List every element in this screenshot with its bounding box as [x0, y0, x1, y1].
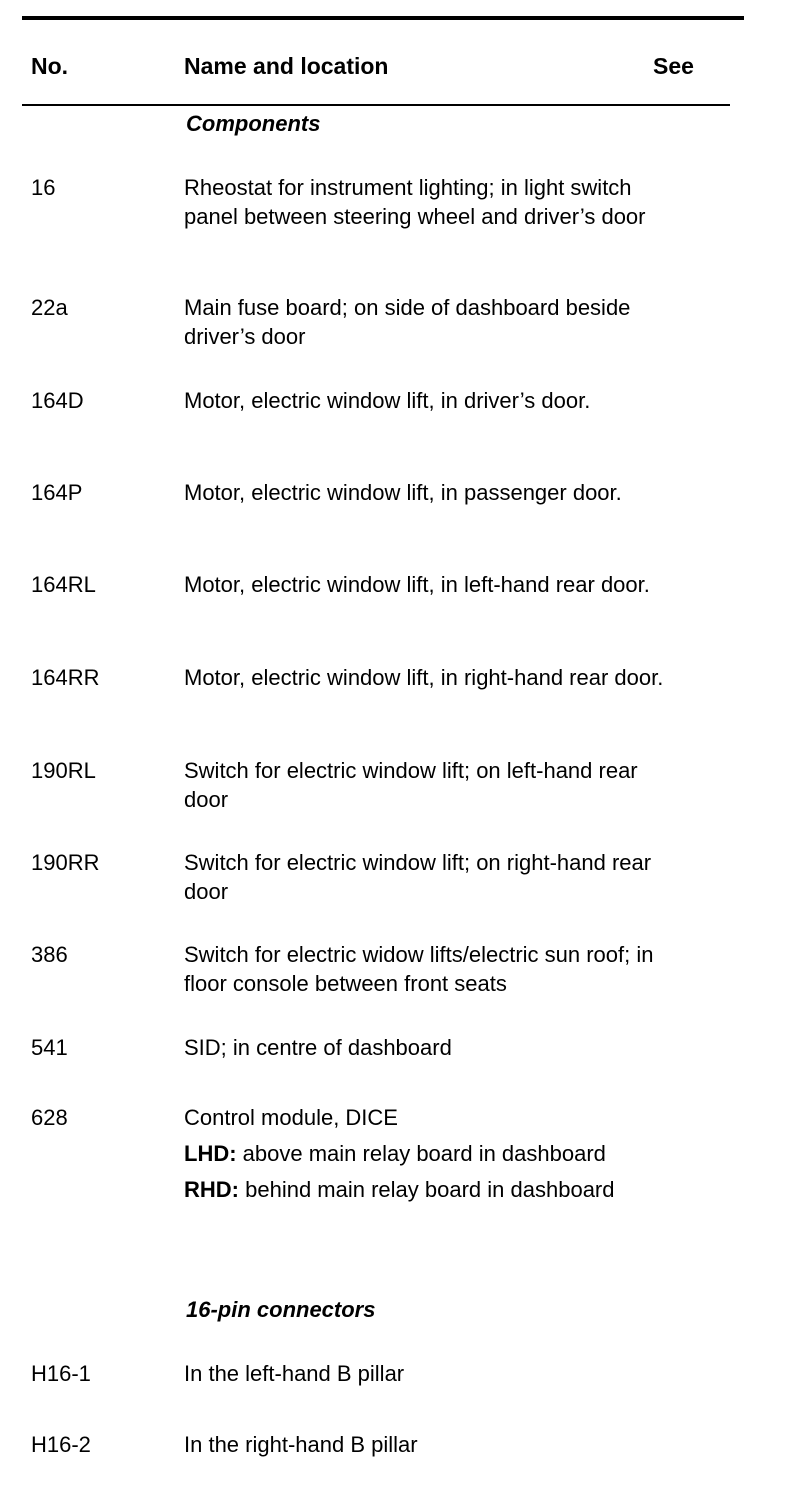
section-components: Components — [186, 111, 321, 136]
lhd-text: above main relay board in dashboard — [242, 1141, 606, 1166]
lhd-label: LHD: — [184, 1141, 237, 1166]
component-description: SID; in centre of dashboard — [184, 1035, 452, 1060]
component-description — [184, 1103, 674, 1204]
component-description: Switch for electric widow lifts/electric sun roof; in floor console between front seats — [184, 942, 654, 996]
component-number: 628 — [31, 1105, 68, 1130]
lhd-location — [184, 1139, 674, 1168]
header-see: See — [653, 53, 694, 79]
rhd-label: RHD: — [184, 1177, 239, 1202]
component-number: 190RR — [31, 850, 100, 875]
section-16-pin-connectors: 16-pin connectors — [186, 1297, 376, 1322]
header-no: No. — [31, 53, 69, 79]
component-number: 16 — [31, 175, 56, 200]
component-number: 164RL — [31, 572, 96, 597]
connector-location: In the left-hand B pillar — [184, 1361, 405, 1386]
component-description: Motor, electric window lift, in passenger door. — [184, 480, 622, 505]
component-description: Rheostat for instrument lighting; in light switch panel between steering wheel and driver’s door — [184, 175, 646, 229]
component-description: Switch for electric window lift; on left-hand rear door — [184, 758, 638, 812]
connector-location: In the right-hand B pillar — [184, 1432, 418, 1457]
component-number: 164D — [31, 388, 84, 413]
rhd-text: behind main relay board in dashboard — [245, 1177, 615, 1202]
component-number: 541 — [31, 1035, 68, 1060]
connector-number: H16-2 — [31, 1432, 91, 1457]
top-rule — [22, 16, 744, 20]
component-description: Motor, electric window lift, in driver’s door. — [184, 388, 591, 413]
header-name-location: Name and location — [184, 53, 389, 79]
component-description: Motor, electric window lift, in left-hand rear door. — [184, 572, 650, 597]
rhd-location — [184, 1175, 674, 1204]
component-number: 190RL — [31, 758, 96, 783]
component-description: Main fuse board; on side of dashboard beside driver’s door — [184, 295, 631, 349]
component-number: 22a — [31, 295, 68, 320]
component-number: 164RR — [31, 665, 100, 690]
connector-number: H16-1 — [31, 1361, 91, 1386]
component-title: Control module, DICE — [184, 1105, 398, 1130]
header-rule — [22, 104, 730, 106]
component-description: Switch for electric window lift; on right-hand rear door — [184, 850, 652, 904]
component-number: 386 — [31, 942, 68, 967]
component-description: Motor, electric window lift, in right-hand rear door. — [184, 665, 664, 690]
component-number: 164P — [31, 480, 83, 505]
